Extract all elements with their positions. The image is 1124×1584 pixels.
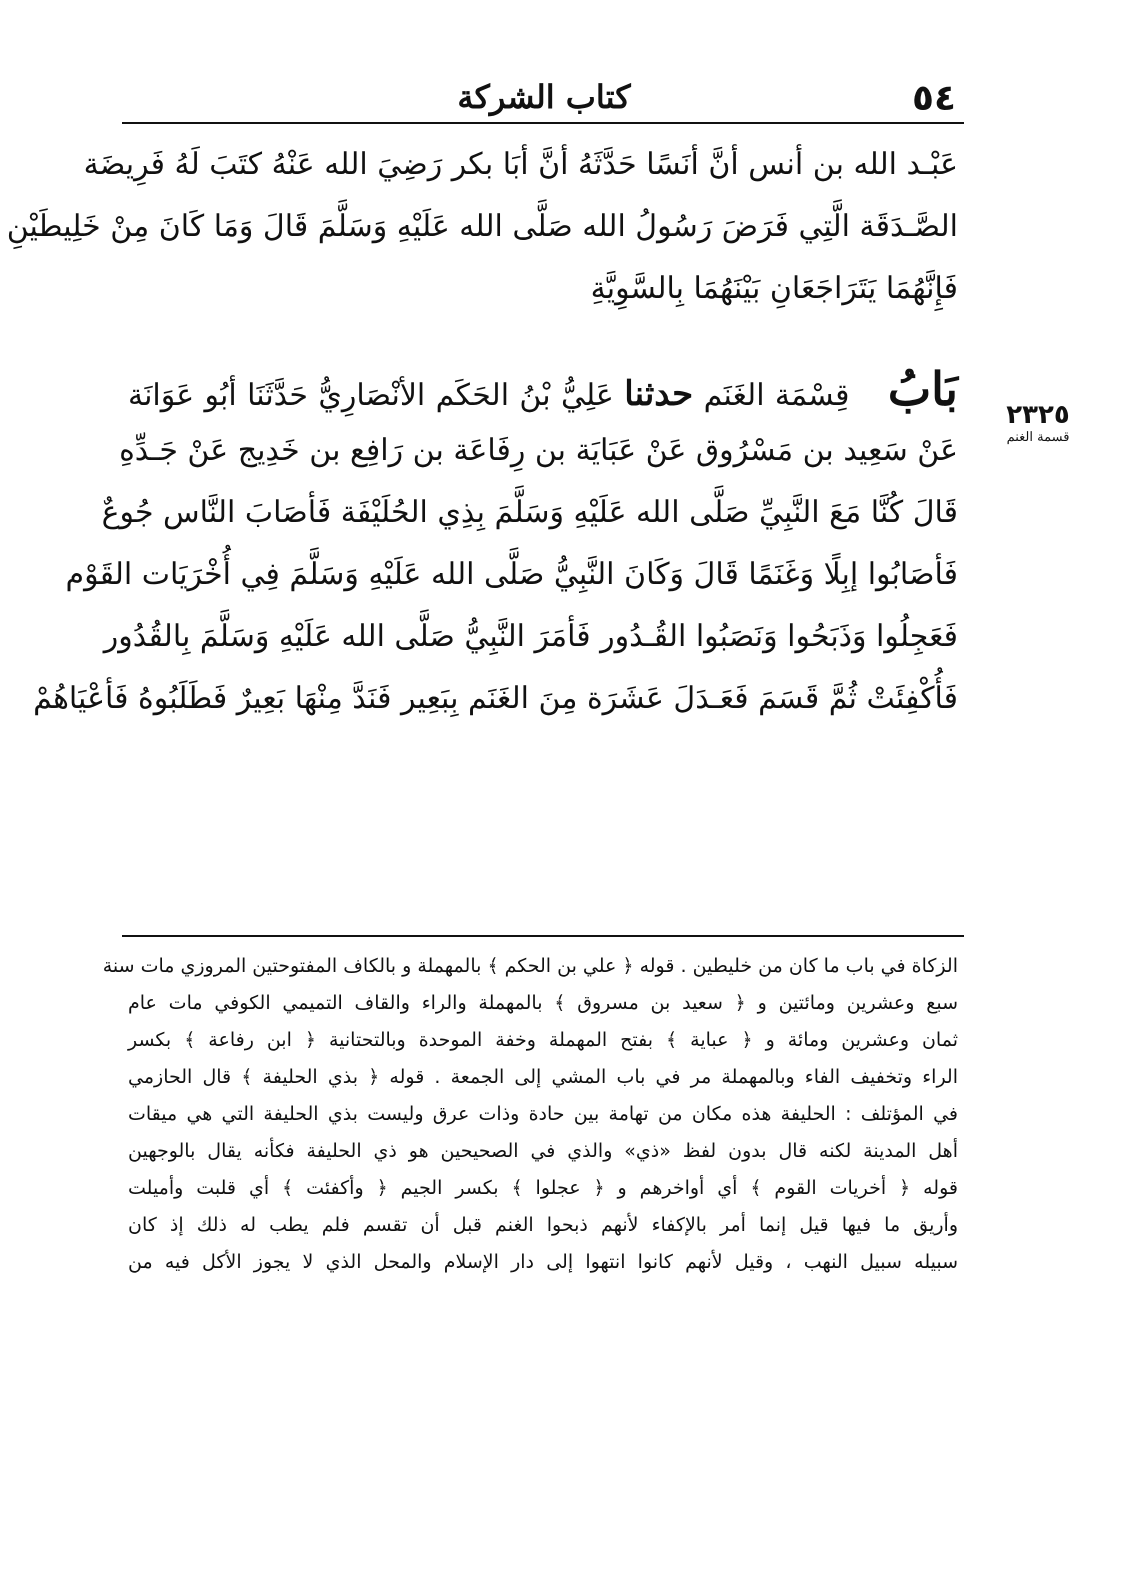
commentary-footnotes	[102, 948, 958, 1281]
text-line: فَأُكْفِئَتْ ثُمَّ قَسَمَ فَعَـدَلَ عَشَرَة مِنَ الغَنَم بِبَعِير فَنَدَّ مِنْهَا بَعِيرٌ فَطَلَبُوهُ فَأعْيَاهُمْ	[33, 681, 958, 716]
footnote-line: قوله ﴿ أخريات القوم ﴾ أي أواخرهم و ﴿ عجلوا ﴾ بكسر الجيم ﴿ وأكفئت ﴾ أي قلبت وأميلت	[128, 1177, 958, 1199]
text-line: عَبْـد الله بن أنس أنَّ أنَسًا حَدَّثَهُ أنَّ أبَا بكر رَضِيَ الله عَنْهُ كتَبَ لَهُ فَرِيضَة	[83, 147, 958, 182]
text-line: فَإِنَّهُمَا يَتَرَاجَعَانِ بَيْنَهُمَا بِالسَّوِيَّةِ	[590, 271, 958, 306]
footnote-line: ثمان وعشرين ومائة و ﴿ عباية ﴾ بفتح المهملة وخفة الموحدة وبالتحتانية ﴿ ابن رفاعة ﴾ بكسر	[128, 1029, 958, 1051]
footnote-line: أهل المدينة لكنه قال بدون لفظ «ذي» والذي في الصحيحين هو ذي الحليفة فكأنه يقال بالوجهين	[128, 1140, 958, 1162]
footnote-divider	[122, 935, 964, 937]
footnote-line: في المؤتلف : الحليفة هذه مكان من تهامة بين حادة وذات عرق وليست بذي الحليفة التي هي ميقات	[128, 1103, 958, 1125]
footnote-line: وأريق ما فيها قيل إنما أمر بالإكفاء لأنهم ذبحوا الغنم قبل أن تقسم فلم يطب له ذلك إذ كان	[128, 1214, 958, 1236]
margin-chapter-label: قسمة الغنم	[1006, 430, 1070, 445]
page-header	[120, 76, 968, 124]
chapter-word: بَابُ	[887, 362, 958, 416]
text-line: فَأصَابُوا إبِلًا وَغَنَمًا قَالَ وَكَانَ النَّبِيُّ صَلَّى الله عَلَيْهِ وَسَلَّمَ فِي أُخْرَيَات القَوْم	[65, 557, 958, 592]
section-gap	[128, 320, 958, 358]
narration-marker: حدثنا	[624, 374, 694, 414]
text-line: قَالَ كُنَّا مَعَ النَّبِيِّ صَلَّى الله عَلَيْهِ وَسَلَّمَ بِذِي الحُلَيْفَة فَأصَابَ النَّاس جُوعٌ	[101, 495, 958, 530]
chapter-heading-line	[128, 358, 958, 420]
margin-note	[988, 400, 1088, 446]
footnote-line: سبيله سبيل النهب ، وقيل لأنهم كانوا انتهوا إلى دار الإسلام والمحل الذي لا يجوز الأكل فيه من	[128, 1251, 958, 1273]
text-line: فَعَجِلُوا وَذَبَحُوا وَنَصَبُوا القُـدُور فَأمَرَ النَّبِيُّ صَلَّى الله عَلَيْهِ وَسَلَّمَ بِالقُدُور	[103, 619, 958, 654]
footnote-line: سبع وعشرين ومائتين و ﴿ سعيد بن مسروق ﴾ بالمهملة والراء والقاف التميمي الكوفي مات عام	[128, 992, 958, 1014]
hadith-number: ٢٣٢٥	[1006, 400, 1070, 430]
book-title: كتاب الشركة	[457, 78, 631, 116]
page-number: ٥٤	[912, 78, 956, 119]
text-line: عَنْ سَعِيد بن مَسْرُوق عَنْ عَبَايَة بن رِفَاعَة بن رَافِع بن خَدِيج عَنْ جَـدِّهِ	[119, 433, 958, 468]
chapter-title: قِسْمَة الغَنَم	[703, 378, 850, 413]
chapter-line-rest: عَلِيُّ بْنُ الحَكَم الأنْصَارِيُّ حَدَّثَنَا أبُو عَوَانَة	[128, 378, 614, 413]
main-text	[6, 134, 958, 730]
header-divider	[122, 122, 964, 124]
footnote-line: الزكاة في باب ما كان من خليطين . قوله ﴿ علي بن الحكم ﴾ بالمهملة و بالكاف المفتوحتين المروزي مات سنة	[102, 955, 958, 977]
text-line: الصَّـدَقَة الَّتِي فَرَضَ رَسُولُ الله صَلَّى الله عَلَيْهِ وَسَلَّمَ قَالَ وَمَا كَانَ مِنْ خَلِيطَيْنِ	[6, 209, 958, 244]
footnote-line: الراء وتخفيف الفاء وبالمهملة مر في باب المشي إلى الجمعة . قوله ﴿ بذي الحليفة ﴾ قال الحازمي	[128, 1066, 958, 1088]
